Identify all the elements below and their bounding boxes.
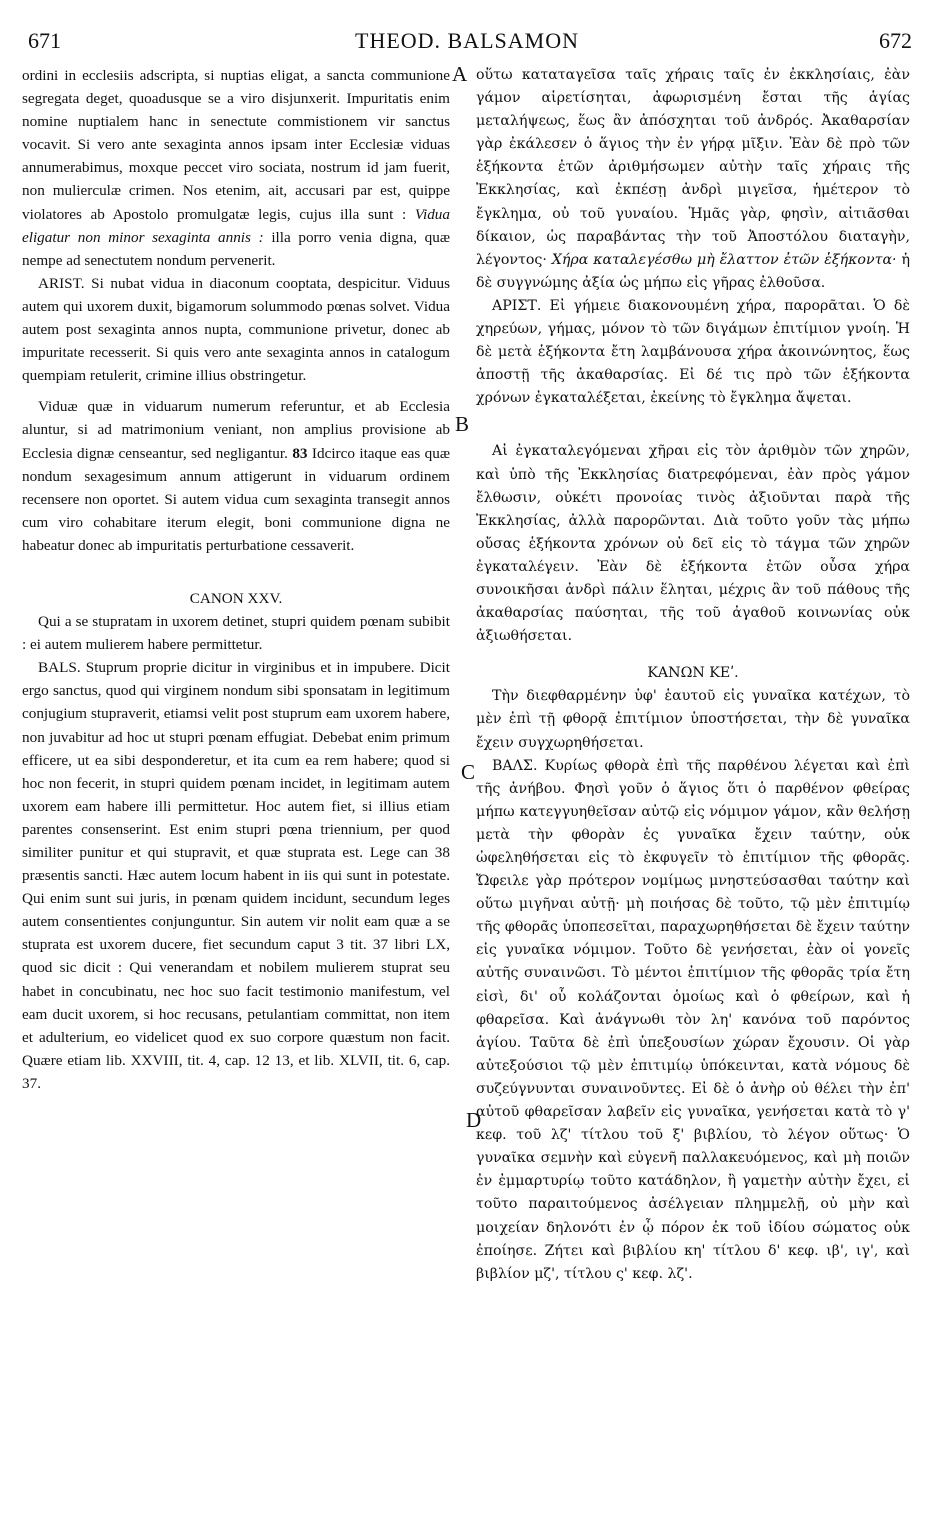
greek-column — [476, 64, 910, 1286]
greek-p1-end: ἡ δὲ συγγνώμης ἀξία ὡς μήπω εἰς γῆρας ἐλθοῦσα. — [476, 251, 910, 291]
column-number: 83 — [292, 444, 308, 462]
greek-arist-paragraph: ΑΡΙΣΤ. Εἰ γήμειε διακονουμένη χήρα, παρορᾶται. Ὁ δὲ χηρεύων, γήμας, μόνον τὸ τῶν διγάμων ἐπιτίμιον γνοίη. Ἡ δὲ μετὰ ἑξήκοντα ἔτη λαμβάνουσα χήρα ἀκοινώνητος, ἕως ἀποστῇ τῆς ἀκαθαρσίας. Εἰ δέ τις πρὸ τῶν ἑξήκοντα χρόνων ἐγκαταλέξεται, ἐκείνης τὸ ἔγκλημα ἄψεται. — [476, 297, 910, 407]
latin-arist-paragraph: ARIST. Si nubat vidua in diaconum cooptata, despicitur. Viduus autem qui uxorem duxit, bigamorum solummodo pœnas solvet. Vidua autem post sexaginta annos nupta, communione privetur, donec ab impuritate recesserit. Si quis vero ante sexaginta annos in catalogum quempiam retulerit, crimine illius obstringetur. — [22, 274, 450, 385]
latin-p3-text-b: Idcirco itaque eas quæ nondum sexagesimum annum attigerunt in viduarum ordinem recensere non oportet. Si autem vidua cum sexaginta transegit annos cum viro cohabitare iterum elegit, boni communione digna ne habeatur donec ab impuritatis perturbatione cessaverit. — [22, 444, 450, 554]
latin-paragraph-1 — [22, 64, 450, 272]
latin-column — [22, 64, 450, 1095]
latin-p1-text: ordini in ecclesiis adscripta, si nuptias eligat, a sancta communione segregata deget, quoadusque se a viro disjunxerit. Impuritatis enim nomine nuptialem hanc in senectute commistionem vir sanctus vocavit. Si vero ante sexaginta annos ipsam inter Ecclesiæ viduas annumerabimus, moxque peccet viro sociata, nostrum id jam fuerit, non mulierculæ crimen. Nos etenim, ait, accusari par est, quippe violatores ab Apostolo promulgatæ legis, cujus illa sunt : — [22, 67, 450, 223]
greek-scripture-quote: Χήρα καταλεγέσθω μὴ ἔλαττον ἐτῶν ἑξήκοντα· — [551, 251, 897, 268]
greek-canon-title: ΚΑΝΩΝ ΚΕʹ. — [647, 665, 739, 682]
margin-marker-d: D — [466, 1108, 482, 1132]
latin-p3-text: Viduæ quæ in viduarum numerum referuntur, et ab Ecclesia aluntur, si ad matrimonium veniant, non amplius provisione ab Ecclesia dignæ censeantur, sed negligantur. — [22, 398, 450, 462]
greek-paragraph-1 — [476, 64, 910, 295]
greek-paragraph-3: Αἱ ἐγκαταλεγόμεναι χῆραι εἰς τὸν ἀριθμὸν τῶν χηρῶν, καὶ ὑπὸ τῆς Ἐκκλησίας διατρεφόμεναι, ἐὰν πρὸς γάμον ἔλθωσιν, οὐκέτι προνοίας τινὸς ἀξιοῦνται παρὰ τῆς Ἐκκλησίας, ἀλλὰ παρορῶνται. Διὰ τοῦτο γοῦν τὰς μήπω οὔσας ἑξήκοντα χρόνων οὐ δεῖ εἰς τὸ τάγμα τῶν χηρῶν ἐγκαταλέγειν. Ἐὰν δὲ ἑξήκοντα ἐτῶν οὖσα χήρα συνοικῆσαι ἀνδρὶ πάλιν ἕληται, μέχρις ἂν τοῦ πάθους τῆς ἀκαθαρσίας παύσηται, τῆς τοῦ ἀγαθοῦ κοινωνίας οὐκ ἀξιωθήσεται. — [476, 443, 910, 645]
margin-marker-a: A — [452, 62, 468, 86]
running-title: THEOD. BALSAMON — [355, 28, 579, 53]
page-number-left: 671 — [28, 28, 61, 53]
margin-marker-b: B — [455, 412, 470, 436]
greek-bals-paragraph: ΒΑΛΣ. Κυρίως φθορὰ ἐπὶ τῆς παρθένου λέγεται καὶ ἐπὶ τῆς ἀνήβου. Φησὶ γοῦν ὁ ἅγιος ὅτι ὁ παρθένον φθείρας μήπω κατεγγυηθεῖσαν αὐτῷ εἰς νόμιμον γάμον, κἂν θελήσῃ μετὰ τὴν φθορὰν ἐς γυναῖκα ἔχειν ταύτην, οὐκ ὠφεληθήσεται εἰς τὸ ἐκφυγεῖν τὸ ἐπιτίμιον τῆς φθορᾶς. Ὤφειλε γὰρ πρότερον νομίμως μνηστεύσασθαι ταύτην καὶ οὕτω μιγῆναι αὐτῇ· μὴ ποιήσας δὲ τοῦτο, τῷ μὲν ἐπιτιμίῳ τῆς φθορᾶς ὑποπεσεῖται, παραχωρηθήσεται δὲ ἔχειν ταύτην εἰς γυναῖκα νόμιμον. Τοῦτο δὲ γενήσεται, ἐὰν οἱ γονεῖς αὐτῆς συναινῶσι. Τὸ μέντοι ἐπιτίμιον τῆς φθορᾶς τρία ἔτη εἰσὶ, δι' οὗ κολάζονται ὁμοίως καὶ ὁ φθείρων, καὶ ἡ φθαρεῖσα. Καὶ ἀνάγνωθι τὸν λη' κανόνα τοῦ παρόντος ἁγίου. Ταῦτα δὲ ἐπὶ ὑπεξουσίων χώραν ἔχουσιν. Οἱ γὰρ αὐτεξούσιοι τῷ μὲν ἐπιτιμίῳ ὑπόκεινται, κατὰ νόμους δὲ συζεύγνυνται συναινοῦντες. Εἰ δὲ ὁ ἀνὴρ οὐ θέλει τὴν ἐπ' αὐτοῦ φθαρεῖσαν λαβεῖν εἰς γυναῖκα, γενήσεται κατὰ τὸ γ' κεφ. τοῦ λζ' τίτλου τοῦ ξ' βιβλίου, τὸ λέγον οὕτως· Ὁ γυναῖκα σεμνὴν καὶ εὐγενῆ παλλακευόμενος, καὶ μὴ ποιῶν ἐν ἐμμαρτυρίῳ τοῦτο κατάδηλον, ἢ γαμετὴν αὐτὴν ἔχει, εἰ τοῦτο παραιτούμενος ἀσέλγειαν πλημμελῇ, οὐ μὴν καὶ μοιχείαν δηλονότι ἐν ᾧ πόρον ἐκ τοῦ ἰδίου σώματος οὐκ ἐποίησε. Ζήτει καὶ βιβλίου κη' τίτλου δ' κεφ. ιβ', ιγ', καὶ βιβλίον μζ', τίτλου ς' κεφ. λζ'. — [476, 757, 910, 1282]
margin-marker-c: C — [461, 760, 476, 784]
greek-canon-text: Τὴν διεφθαρμένην ὑφ' ἑαυτοῦ εἰς γυναῖκα κατέχων, τὸ μὲν ἐπὶ τῇ φθορᾷ ἐπιτίμιον ὑποστήσεται, τὴν δὲ γυναῖκα ἔχειν συγχωρηθήσεται. — [476, 688, 910, 751]
greek-p1-text: οὕτω καταταγεῖσα ταῖς χήραις ταῖς ἐν ἐκκλησίαις, ἐὰν γάμον αἱρετίσηται, ἀφωρισμένη ἔσται τῆς ἁγίας μεταλήψεως, ἕως ἂν ἀπόσχηται τοῦ ἀνδρός. Ἀκαθαρσίαν γὰρ ἐκάλεσεν ὁ ἅγιος τὴν ἐν γήρᾳ μῖξιν. Ἐὰν δὲ πρὸ τῶν ἑξήκοντα ἐτῶν ἀριθμήσωμεν αὐτὴν ταῖς χήραις τῆς Ἐκκλησίας, καὶ ἐκπέσῃ ἀνδρὶ μιγεῖσα, ἡμέτερον τὸ ἔγκλημα, οὐ τοῦ γυναίου. Ἡμᾶς γὰρ, φησὶν, αἰτιᾶσθαι δίκαιον, ὡς παραβάντας τὴν τοῦ Ἀποστόλου διαταγὴν, λέγοντος· — [476, 67, 910, 268]
page-number-right: 672 — [879, 28, 912, 53]
latin-canon-text: Qui a se stupratam in uxorem detinet, stupri quidem pœnam subibit : ei autem mulierem habere permittetur. — [22, 613, 450, 654]
latin-paragraph-3 — [22, 395, 450, 557]
latin-bals-paragraph: BALS. Stuprum proprie dicitur in virginibus et in impubere. Dicit ergo sanctus, quod qui virginem nondum sibi sponsatam in legitimum conjugium stupraverit, etiamsi velit post stuprum eam uxorem habere, non juvabitur ad hoc ut stupri pœnam effugiat. Debebat enim primum efficere, ut ea sibi desponderetur, et ita cum ea rem habere; quod si hoc non fecerit, in stupri quidem pœnam incidet, in legitimam autem uxorem eam habere illi permittetur. Hoc autem fiet, si illius etiam parentes consenserint. Est enim stupri pœna triennium, per quod similiter punitur et qui stupravit, et quæ stuprata est. Lege can 38 præsentis sancti. Hæc autem locum habent in iis qui sunt in potestate. Qui enim sunt sui juris, in pœnam quidem incidunt, secundum leges autem consentientes conjunguntur. Sin autem vir nolit eam quæ a se stuprata est uxorem ducere, fiet secundum caput 3 tit. 37 libri LX, quod sic dicit : Qui venerandam et nobilem mulierem stuprat seu habet in concubinatu, nec hoc suo facit testimonio manifestum, vel eam ducit uxorem, si hoc recusans, petulantiam committat, non item et adulterium, eo videlicet quod ex suo corpore quæstum non facit. Quære etiam lib. XXVIII, tit. 4, cap. 12 13, et lib. XLVII, tit. 6, cap. 37. — [22, 659, 450, 1092]
latin-p1-end: illa porro venia digna, quæ nempe ad senectutem nondum pervenerit. — [22, 228, 450, 269]
latin-scripture-quote: Vidua eligatur non minor sexaginta annis : — [22, 205, 450, 246]
latin-canon-title: CANON XXV. — [189, 589, 283, 607]
page-header — [22, 8, 912, 53]
